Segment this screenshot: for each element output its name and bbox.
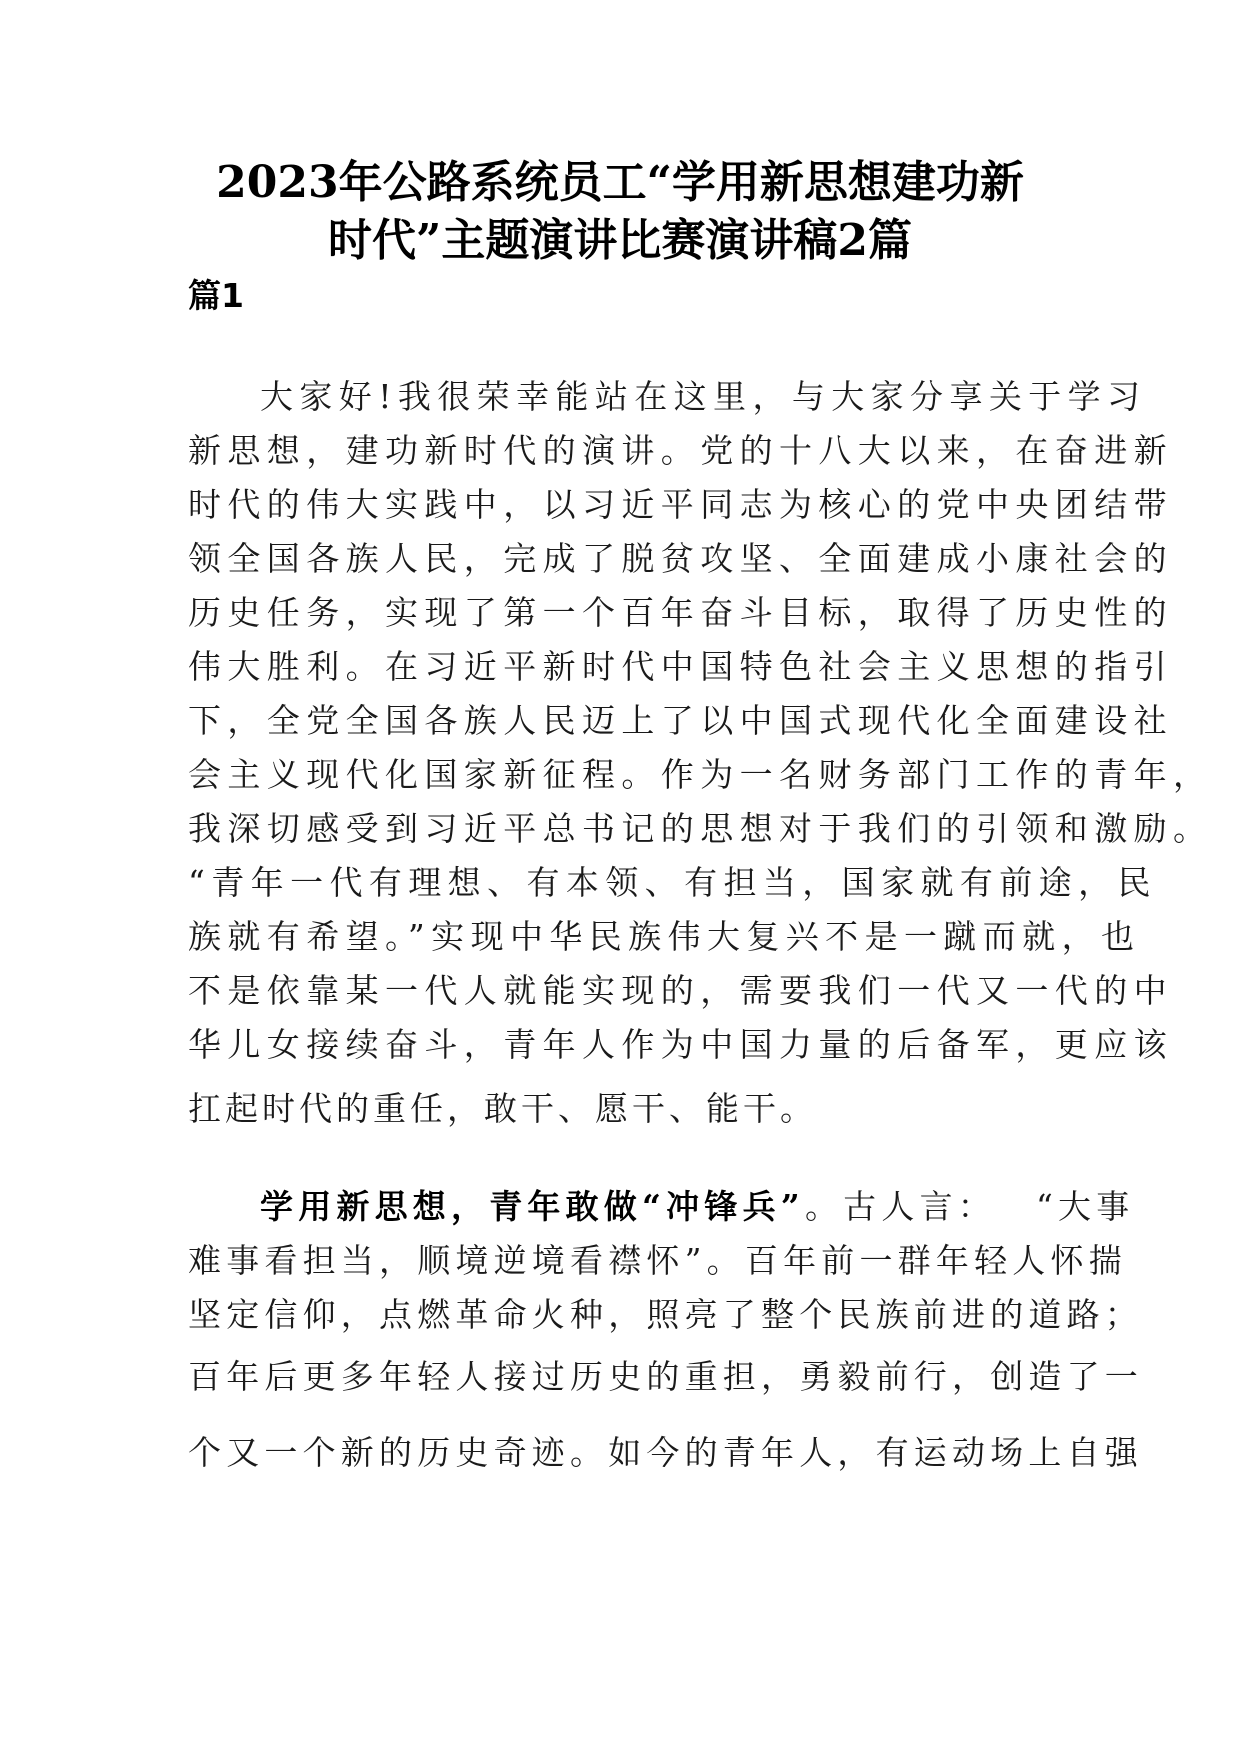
paragraph-2-first-quote: “大事 — [1035, 1187, 1135, 1226]
paragraph-2 — [188, 1180, 1143, 1480]
paragraph-1-line: 不是依靠某一代人就能实现的，需要我们一代又一代的中 — [188, 971, 1173, 1010]
paragraph-2-line: 个又一个新的历史奇迹。如今的青年人，有运动场上自强 — [188, 1433, 1143, 1472]
paragraph-1-line: 我深切感受到习近平总书记的思想对于我们的引领和激励。 — [188, 809, 1213, 848]
paragraph-1-line: 时代的伟大实践中，以习近平同志为核心的党中央团结带 — [188, 485, 1173, 524]
section-heading: 篇1 — [188, 276, 244, 315]
document-title — [150, 154, 1090, 270]
title-line-2: 时代”主题演讲比赛演讲稿2篇 — [328, 215, 912, 266]
paragraph-2-bold-lead: 学用新思想，青年敢做“冲锋兵” — [260, 1187, 805, 1226]
title-line-1: 2023年公路系统员工“学用新思想建功新 — [216, 157, 1024, 208]
paragraph-2-line: 坚定信仰，点燃革命火种，照亮了整个民族前进的道路； — [188, 1295, 1143, 1334]
paragraph-1-line: 下，全党全国各族人民迈上了以中国式现代化全面建设社 — [188, 701, 1173, 740]
paragraph-1-line: 历史任务，实现了第一个百年奋斗目标，取得了历史性的 — [188, 593, 1173, 632]
paragraph-2-first-line — [188, 1180, 1143, 1234]
paragraph-1-line: 会主义现代化国家新征程。作为一名财务部门工作的青年， — [188, 755, 1213, 794]
paragraph-1 — [188, 370, 1212, 1136]
paragraph-2-line: 难事看担当，顺境逆境看襟怀”。百年前一群年轻人怀揣 — [188, 1241, 1127, 1280]
paragraph-1-line: 新思想，建功新时代的演讲。党的十八大以来，在奋进新 — [188, 431, 1173, 470]
paragraph-2-first-rest: 。古人言： — [804, 1187, 996, 1226]
paragraph-1-line: 大家好!我很荣幸能站在这里，与大家分享关于学习 — [260, 377, 1147, 416]
paragraph-2-line: 百年后更多年轻人接过历史的重担，勇毅前行，创造了一 — [188, 1357, 1143, 1396]
paragraph-1-line: 领全国各族人民，完成了脱贫攻坚、全面建成小康社会的 — [188, 539, 1173, 578]
paragraph-1-line: “青年一代有理想、有本领、有担当，国家就有前途，民 — [188, 863, 1157, 902]
paragraph-1-line: 伟大胜利。在习近平新时代中国特色社会主义思想的指引 — [188, 647, 1173, 686]
paragraph-1-line: 扛起时代的重任，敢干、愿干、能干。 — [188, 1089, 817, 1128]
paragraph-1-line: 族就有希望。”实现中华民族伟大复兴不是一蹴而就，也 — [188, 917, 1141, 956]
paragraph-1-line: 华儿女接续奋斗，青年人作为中国力量的后备军，更应该 — [188, 1025, 1173, 1064]
